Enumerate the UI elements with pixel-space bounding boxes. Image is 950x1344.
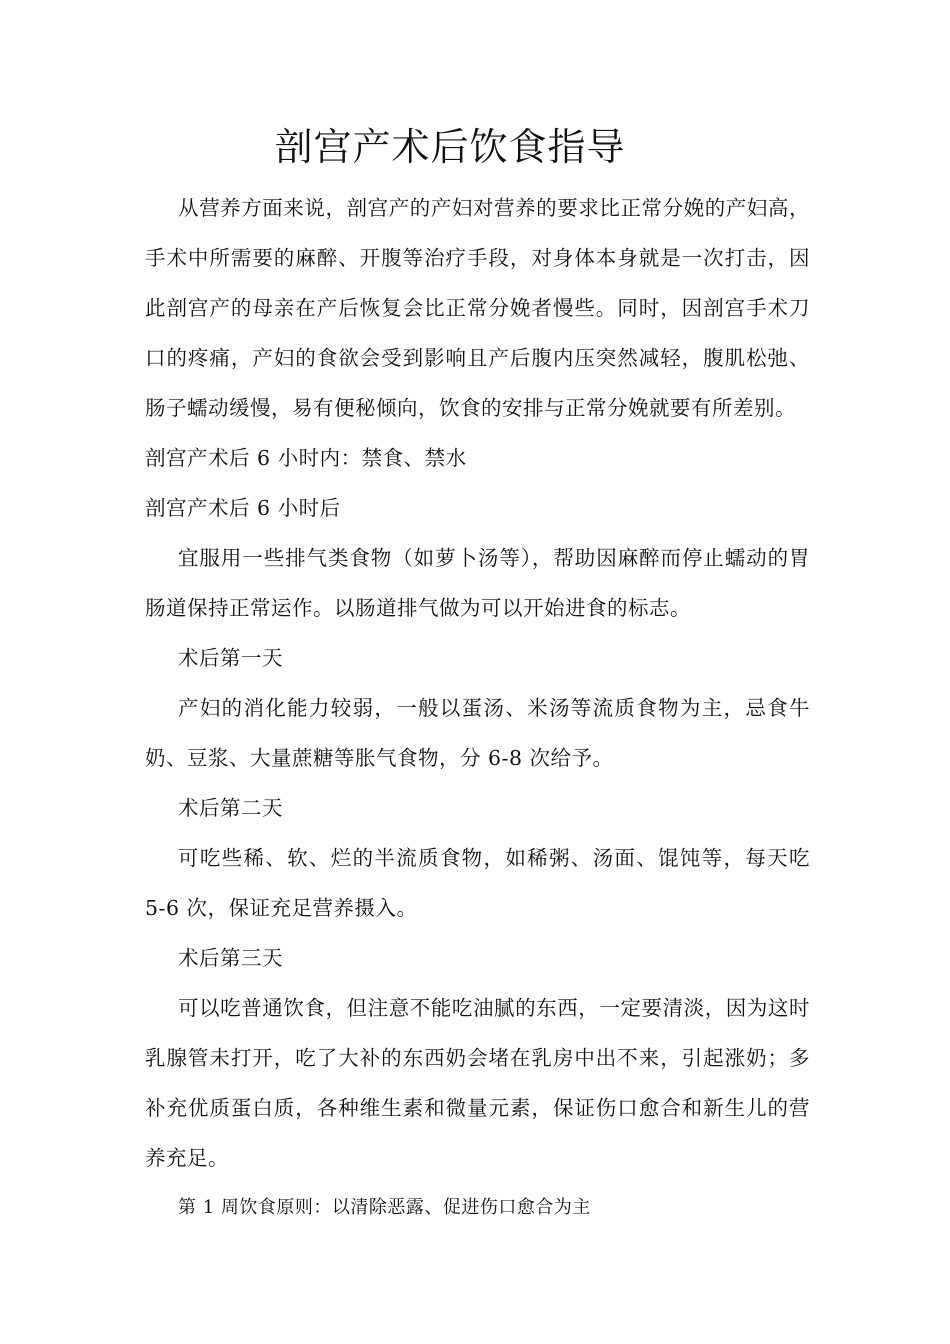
document-title: 剖宫产术后饮食指导 xyxy=(274,125,626,170)
paragraph-6h-after: 宜服用一些排气类食物（如萝卜汤等），帮助因麻醉而停止蠕动的胃肠道保持正常运作。以肠道排气做为可以开始进食的标志。 xyxy=(145,546,810,620)
section-heading-6h-within: 剖宫产术后 6 小时内：禁食、禁水 xyxy=(145,446,467,470)
paragraph-day1: 产妇的消化能力较弱，一般以蛋汤、米汤等流质食物为主，忌食牛奶、豆浆、大量蔗糖等胀气食物，分 6-8 次给予。 xyxy=(145,696,810,770)
intro-paragraph: 从营养方面来说，剖宫产的产妇对营养的要求比正常分娩的产妇高，手术中所需要的麻醉、开腹等治疗手段，对身体本身就是一次打击，因此剖宫产的母亲在产后恢复会比正常分娩者慢些。同时，因剖宫手术刀口的疼痛，产妇的食欲会受到影响且产后腹内压突然减轻，腹肌松弛、肠子蠕动缓慢，易有便秘倾向，饮食的安排与正常分娩就要有所差别。 xyxy=(145,196,810,420)
section-heading-day2: 术后第二天 xyxy=(178,796,283,820)
section-heading-day3: 术后第三天 xyxy=(178,946,283,970)
paragraph-day2: 可吃些稀、软、烂的半流质食物，如稀粥、汤面、馄饨等，每天吃 5-6 次，保证充足营养摄入。 xyxy=(145,846,810,920)
paragraph-day3: 可以吃普通饮食，但注意不能吃油腻的东西，一定要清淡，因为这时乳腺管未打开，吃了大补的东西奶会堵在乳房中出不来，引起涨奶；多补充优质蛋白质，各种维生素和微量元素，保证伤口愈合和新生儿的营养充足。 xyxy=(145,996,810,1170)
section-heading-6h-after: 剖宫产术后 6 小时后 xyxy=(145,496,341,520)
document-body xyxy=(145,183,810,1233)
section-heading-day1: 术后第一天 xyxy=(178,646,283,670)
week1-principle: 第 1 周饮食原则：以清除恶露、促进伤口愈合为主 xyxy=(178,1197,591,1218)
